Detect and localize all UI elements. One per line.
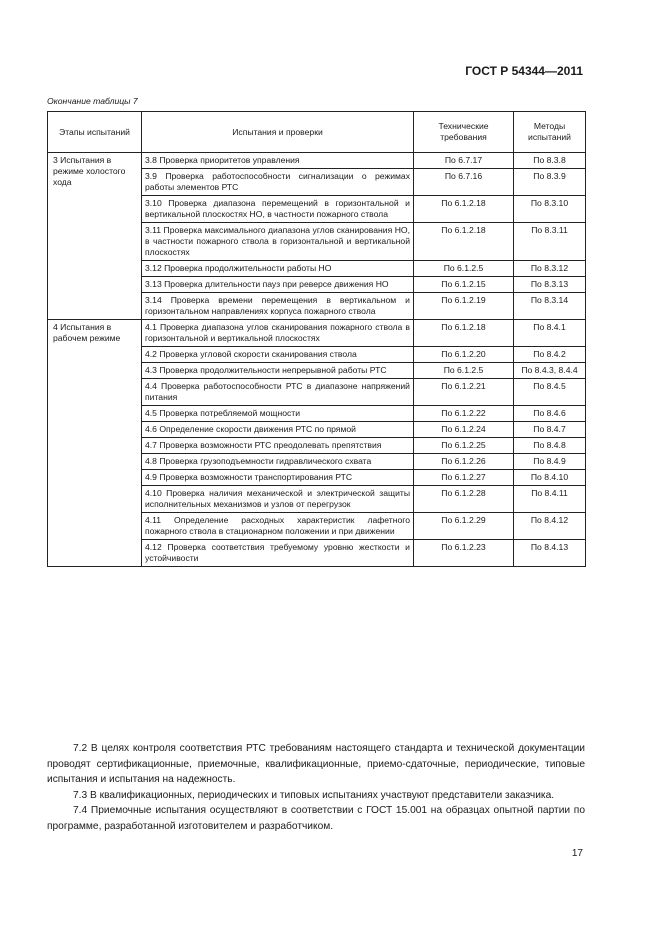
requirement-cell: По 6.1.2.15 <box>414 277 514 293</box>
table-header-row <box>48 112 586 153</box>
method-cell: По 8.4.6 <box>514 406 586 422</box>
method-cell: По 8.4.13 <box>514 540 586 567</box>
paragraph-7-2: 7.2 В целях контроля соответствия РТС требованиям настоящего стандарта и технической документации проводят сертификационные, приемочные, квалификационные, приемо-сдаточные, периодические, типовые испытания и испытания на надежность. <box>47 743 585 785</box>
test-cell: 4.1 Проверка диапазона углов сканирования пожарного ствола в горизонтальной и вертикальной плоскостях <box>142 320 414 347</box>
requirement-cell: По 6.1.2.18 <box>414 320 514 347</box>
test-cell: 3.13 Проверка длительности пауз при реверсе движения НО <box>142 277 414 293</box>
table-row <box>48 153 586 169</box>
requirement-cell: По 6.1.2.27 <box>414 470 514 486</box>
test-cell: 4.12 Проверка соответствия требуемому уровню жесткости и устойчивости <box>142 540 414 567</box>
requirement-cell: По 6.1.2.18 <box>414 196 514 223</box>
column-header-stage: Этапы испытаний <box>48 112 142 153</box>
method-cell: По 8.3.14 <box>514 293 586 320</box>
method-cell: По 8.3.8 <box>514 153 586 169</box>
column-header-tests: Испытания и проверки <box>142 112 414 153</box>
method-cell: По 8.4.9 <box>514 454 586 470</box>
test-cell: 4.5 Проверка потребляемой мощности <box>142 406 414 422</box>
test-cell: 3.14 Проверка времени перемещения в вертикальном и горизонтальном направлениях корпуса пожарного ствола <box>142 293 414 320</box>
method-cell: По 8.4.5 <box>514 379 586 406</box>
method-cell: По 8.3.10 <box>514 196 586 223</box>
body-text <box>47 741 585 834</box>
stage-cell: 3 Испытания в режиме холостого хода <box>48 153 142 320</box>
requirement-cell: По 6.1.2.25 <box>414 438 514 454</box>
test-cell: 3.9 Проверка работоспособности сигнализации о режимах работы элементов РТС <box>142 169 414 196</box>
test-cell: 4.11 Определение расходных характеристик лафетного пожарного ствола в стационарном положении и при движении <box>142 513 414 540</box>
method-cell: По 8.4.3, 8.4.4 <box>514 363 586 379</box>
table-caption: Окончание таблицы 7 <box>47 96 138 106</box>
test-cell: 3.8 Проверка приоритетов управления <box>142 153 414 169</box>
test-cell: 4.6 Определение скорости движения РТС по прямой <box>142 422 414 438</box>
test-cell: 4.7 Проверка возможности РТС преодолевать препятствия <box>142 438 414 454</box>
method-cell: По 8.4.11 <box>514 486 586 513</box>
paragraph-7-3: 7.3 В квалификационных, периодических и типовых испытаниях участвуют представители заказчика. <box>73 789 555 801</box>
requirement-cell: По 6.7.16 <box>414 169 514 196</box>
column-header-requirements: Технические требования <box>414 112 514 153</box>
test-cell: 4.2 Проверка угловой скорости сканирования ствола <box>142 347 414 363</box>
document-code: ГОСТ Р 54344—2011 <box>465 64 583 78</box>
test-cell: 3.10 Проверка диапазона перемещений в горизонтальной и вертикальной плоскостях НО, в частности пожарного ствола <box>142 196 414 223</box>
requirement-cell: По 6.1.2.5 <box>414 363 514 379</box>
table-row <box>48 320 586 347</box>
requirement-cell: По 6.1.2.28 <box>414 486 514 513</box>
method-cell: По 8.3.11 <box>514 223 586 261</box>
test-cell: 4.8 Проверка грузоподъемности гидравлического схвата <box>142 454 414 470</box>
method-cell: По 8.4.2 <box>514 347 586 363</box>
stage-cell: 4 Испытания в рабочем режиме <box>48 320 142 567</box>
page-number: 17 <box>571 848 583 859</box>
test-cell: 4.10 Проверка наличия механической и электрической защиты исполнительных механизмов и узлов от перегрузок <box>142 486 414 513</box>
method-cell: По 8.4.7 <box>514 422 586 438</box>
requirement-cell: По 6.1.2.20 <box>414 347 514 363</box>
method-cell: По 8.3.13 <box>514 277 586 293</box>
column-header-methods: Методы испытаний <box>514 112 586 153</box>
requirement-cell: По 6.1.2.18 <box>414 223 514 261</box>
test-cell: 4.9 Проверка возможности транспортирования РТС <box>142 470 414 486</box>
requirement-cell: По 6.1.2.26 <box>414 454 514 470</box>
requirement-cell: По 6.7.17 <box>414 153 514 169</box>
tests-table <box>47 111 586 567</box>
method-cell: По 8.4.8 <box>514 438 586 454</box>
requirement-cell: По 6.1.2.22 <box>414 406 514 422</box>
requirement-cell: По 6.1.2.19 <box>414 293 514 320</box>
requirement-cell: По 6.1.2.5 <box>414 261 514 277</box>
test-cell: 4.4 Проверка работоспособности РТС в диапазоне напряжений питания <box>142 379 414 406</box>
requirement-cell: По 6.1.2.29 <box>414 513 514 540</box>
method-cell: По 8.4.1 <box>514 320 586 347</box>
paragraph-7-4: 7.4 Приемочные испытания осуществляют в соответствии с ГОСТ 15.001 на образцах опытной партии по программе, разработанной изготовителем и разработчиком. <box>47 805 585 832</box>
method-cell: По 8.3.9 <box>514 169 586 196</box>
requirement-cell: По 6.1.2.24 <box>414 422 514 438</box>
test-cell: 3.11 Проверка максимального диапазона углов сканирования НО, в частности пожарного ствола в горизонтальной и вертикальной плоскостях <box>142 223 414 261</box>
requirement-cell: По 6.1.2.21 <box>414 379 514 406</box>
method-cell: По 8.3.12 <box>514 261 586 277</box>
test-cell: 3.12 Проверка продолжительности работы НО <box>142 261 414 277</box>
requirement-cell: По 6.1.2.23 <box>414 540 514 567</box>
method-cell: По 8.4.12 <box>514 513 586 540</box>
test-cell: 4.3 Проверка продолжительности непрерывной работы РТС <box>142 363 414 379</box>
method-cell: По 8.4.10 <box>514 470 586 486</box>
